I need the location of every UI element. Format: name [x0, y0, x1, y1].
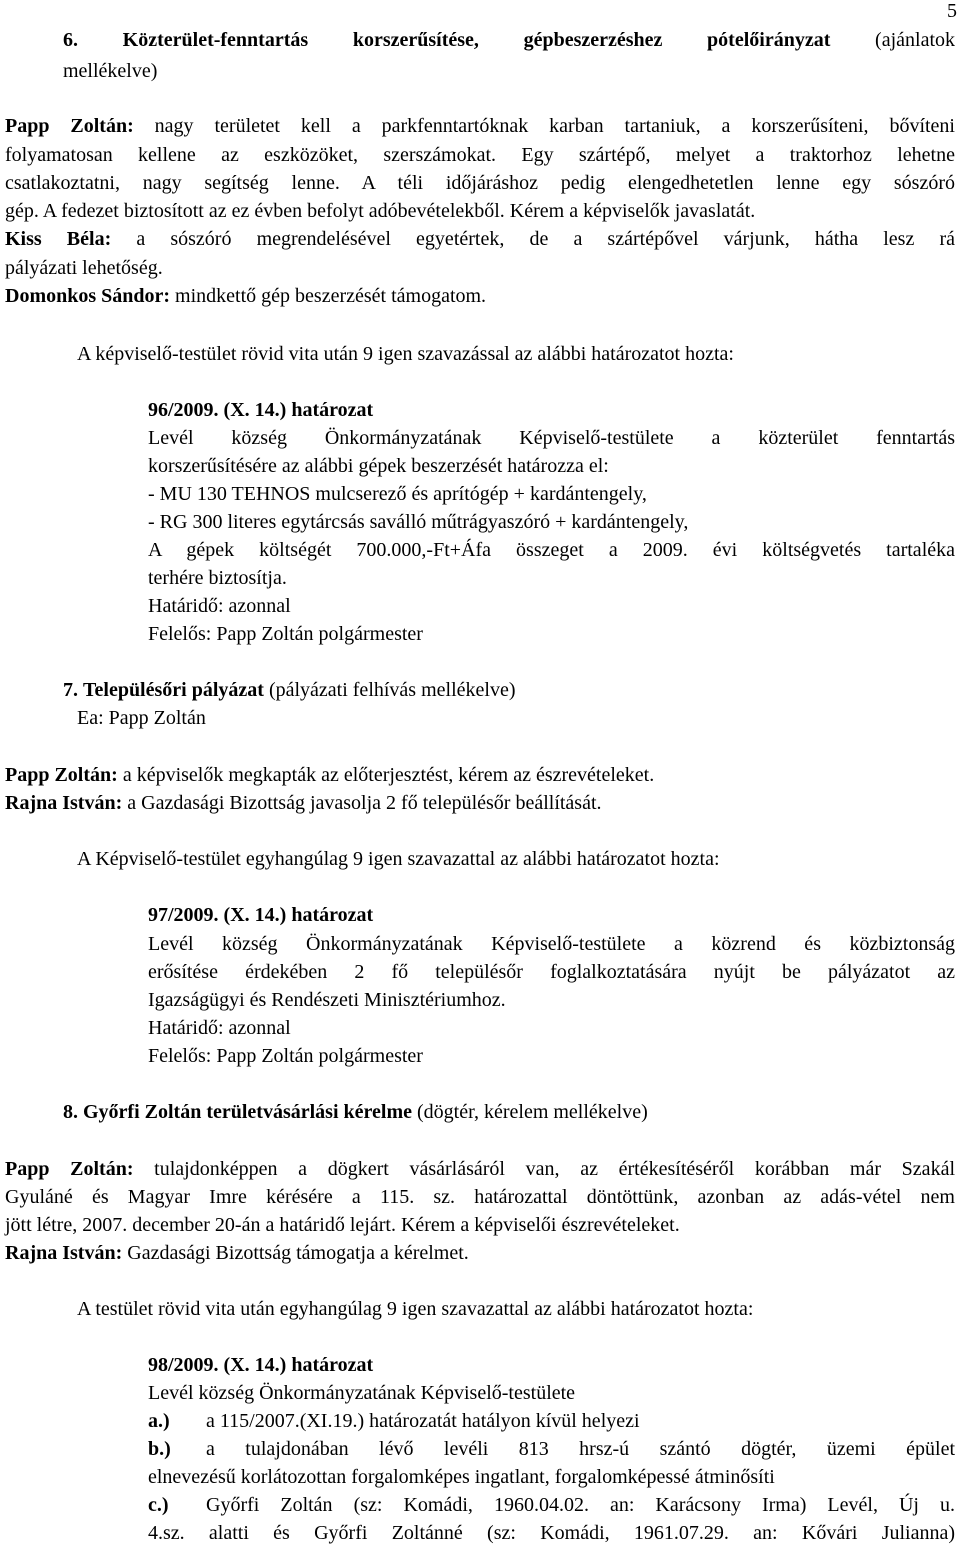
resolution-line: A gépek költségét 700.000,-Ft+Áfa összeget a 2009. évi költségvetés tartaléka: [148, 539, 955, 561]
paragraph-line: Domonkos Sándor: mindkettő gép beszerzését támogatom.: [5, 285, 487, 307]
resolution-line: korszerűsítésére az alábbi gépek beszerzését határozza el:: [148, 455, 609, 477]
vote-statement: A testület rövid vita után egyhangúlag 9 igen szavazattal az alábbi határozatot hozta:: [77, 1298, 754, 1320]
presenter: Ea: Papp Zoltán: [77, 707, 206, 729]
speaker-name: Rajna István:: [5, 1242, 123, 1264]
resolution-line: elnevezésű korlátozottan forgalomképes ingatlant, forgalomképessé átminősíti: [148, 1466, 775, 1488]
paragraph-line: Papp Zoltán: nagy területet kell a parkfenntartóknak karban tartaniuk, a korszerűsíteni, bővíteni: [5, 115, 955, 137]
resolution-item-c: c.) Győrfi Zoltán (sz: Komádi, 1960.04.02. an: Karácsony Irma) Levél, Új u.: [148, 1494, 955, 1516]
speaker-name: Kiss Béla:: [5, 228, 112, 250]
resolution-line: Levél község Önkormányzatának Képviselő-testülete a közterület fenntartás: [148, 427, 955, 449]
resolution-line: Levél község Önkormányzatának Képviselő-testülete a közrend és közbiztonság: [148, 933, 955, 955]
resolution-line: - MU 130 TEHNOS mulcserező és aprítógép + kardántengely,: [148, 483, 647, 505]
section-number: 8.: [63, 1101, 78, 1123]
section-note: (ajánlatok: [875, 29, 956, 51]
section-note-cont: mellékelve): [63, 60, 158, 82]
speaker-name: Domonkos Sándor:: [5, 285, 171, 307]
section-note: (pályázati felhívás mellékelve): [268, 679, 516, 701]
deadline: Határidő: azonnal: [148, 595, 291, 617]
resolution-line: terhére biztosítja.: [148, 567, 287, 589]
resolution-line: - RG 300 literes egytárcsás saválló műtrágyaszóró + kardántengely,: [148, 511, 689, 533]
vote-statement: A Képviselő-testület egyhangúlag 9 igen szavazattal az alábbi határozatot hozta:: [77, 848, 720, 870]
paragraph-line: Rajna István: Gazdasági Bizottság támogatja a kérelmet.: [5, 1242, 469, 1264]
section-7-heading: [63, 677, 515, 703]
section-number: 6.: [63, 29, 78, 51]
resolution-line: Levél község Önkormányzatának Képviselő-testülete: [148, 1382, 576, 1404]
section-6-heading: [63, 27, 955, 53]
section-title: Településőri pályázat: [83, 679, 264, 701]
paragraph-line: Papp Zoltán: tulajdonképpen a dögkert vásárlásáról van, az értékesítéséről korábban már Szakál: [5, 1158, 955, 1180]
paragraph-line: Rajna István: a Gazdasági Bizottság javasolja 2 fő településőr beállítását.: [5, 792, 602, 814]
resolution-number: 98/2009. (X. 14.) határozat: [148, 1354, 374, 1376]
section-title: Közterület-fenntartás korszerűsítése, gépbeszerzéshez pótelőirányzat: [122, 29, 831, 51]
speaker-name: Papp Zoltán:: [5, 115, 134, 137]
section-8-heading: [63, 1099, 648, 1125]
resolution-line: 4.sz. alatti és Győrfi Zoltánné (sz: Komádi, 1961.07.29. an: Kővári Julianna): [148, 1522, 955, 1544]
paragraph-line: csatlakoztatni, nagy segítség lenne. A téli időjáráshoz pedig elengedhetetlen lenne egy sószóró: [5, 172, 955, 194]
paragraph-line: gép. A fedezet biztosított az ez évben befolyt adóbevételekből. Kérem a képviselők javaslatát.: [5, 200, 756, 222]
paragraph-line: folyamatosan kellene az eszközöket, szerszámokat. Egy szártépő, melyet a traktorhoz lehetne: [5, 144, 955, 166]
paragraph-line: Papp Zoltán: a képviselők megkapták az előterjesztést, kérem az észrevételeket.: [5, 764, 655, 786]
vote-statement: A képviselő-testület rövid vita után 9 igen szavazással az alábbi határozatot hozta:: [77, 343, 734, 365]
paragraph-line: pályázati lehetőség.: [5, 257, 163, 279]
resolution-item-a: a.) a 115/2007.(XI.19.) határozatát hatályon kívül helyezi: [148, 1410, 640, 1432]
item-label: b.): [148, 1438, 171, 1460]
speaker-name: Papp Zoltán:: [5, 1158, 134, 1180]
resolution-line: erősítése érdekében 2 fő településőr foglalkoztatására nyújt be pályázatot az: [148, 961, 955, 983]
speaker-name: Rajna István:: [5, 792, 123, 814]
resolution-number: 97/2009. (X. 14.) határozat: [148, 904, 374, 926]
section-title: Győrfi Zoltán területvásárlási kérelme: [83, 1101, 413, 1123]
section-note: (dögtér, kérelem mellékelve): [417, 1101, 648, 1123]
responsible: Felelős: Papp Zoltán polgármester: [148, 1045, 423, 1067]
responsible: Felelős: Papp Zoltán polgármester: [148, 623, 423, 645]
paragraph-line: Kiss Béla: a sószóró megrendelésével egyetértek, de a szártépővel várjunk, hátha lesz rá: [5, 228, 955, 250]
paragraph-line: Gyuláné és Magyar Imre kérésére a 115. sz. határozattal döntöttünk, azonban az adás-vétel nem: [5, 1186, 955, 1208]
deadline: Határidő: azonnal: [148, 1017, 291, 1039]
resolution-number: 96/2009. (X. 14.) határozat: [148, 399, 374, 421]
speaker-name: Papp Zoltán:: [5, 764, 118, 786]
section-number: 7.: [63, 679, 78, 701]
item-label: c.): [148, 1494, 169, 1516]
paragraph-line: jött létre, 2007. december 20-án a határidő lejárt. Kérem a képviselői észrevételeket.: [5, 1214, 680, 1236]
resolution-line: Igazságügyi és Rendészeti Minisztériumhoz.: [148, 989, 506, 1011]
item-label: a.): [148, 1410, 170, 1432]
resolution-item-b: b.) a tulajdonában lévő levéli 813 hrsz-ú szántó dögtér, üzemi épület: [148, 1438, 955, 1460]
page-number: 5: [947, 0, 957, 22]
